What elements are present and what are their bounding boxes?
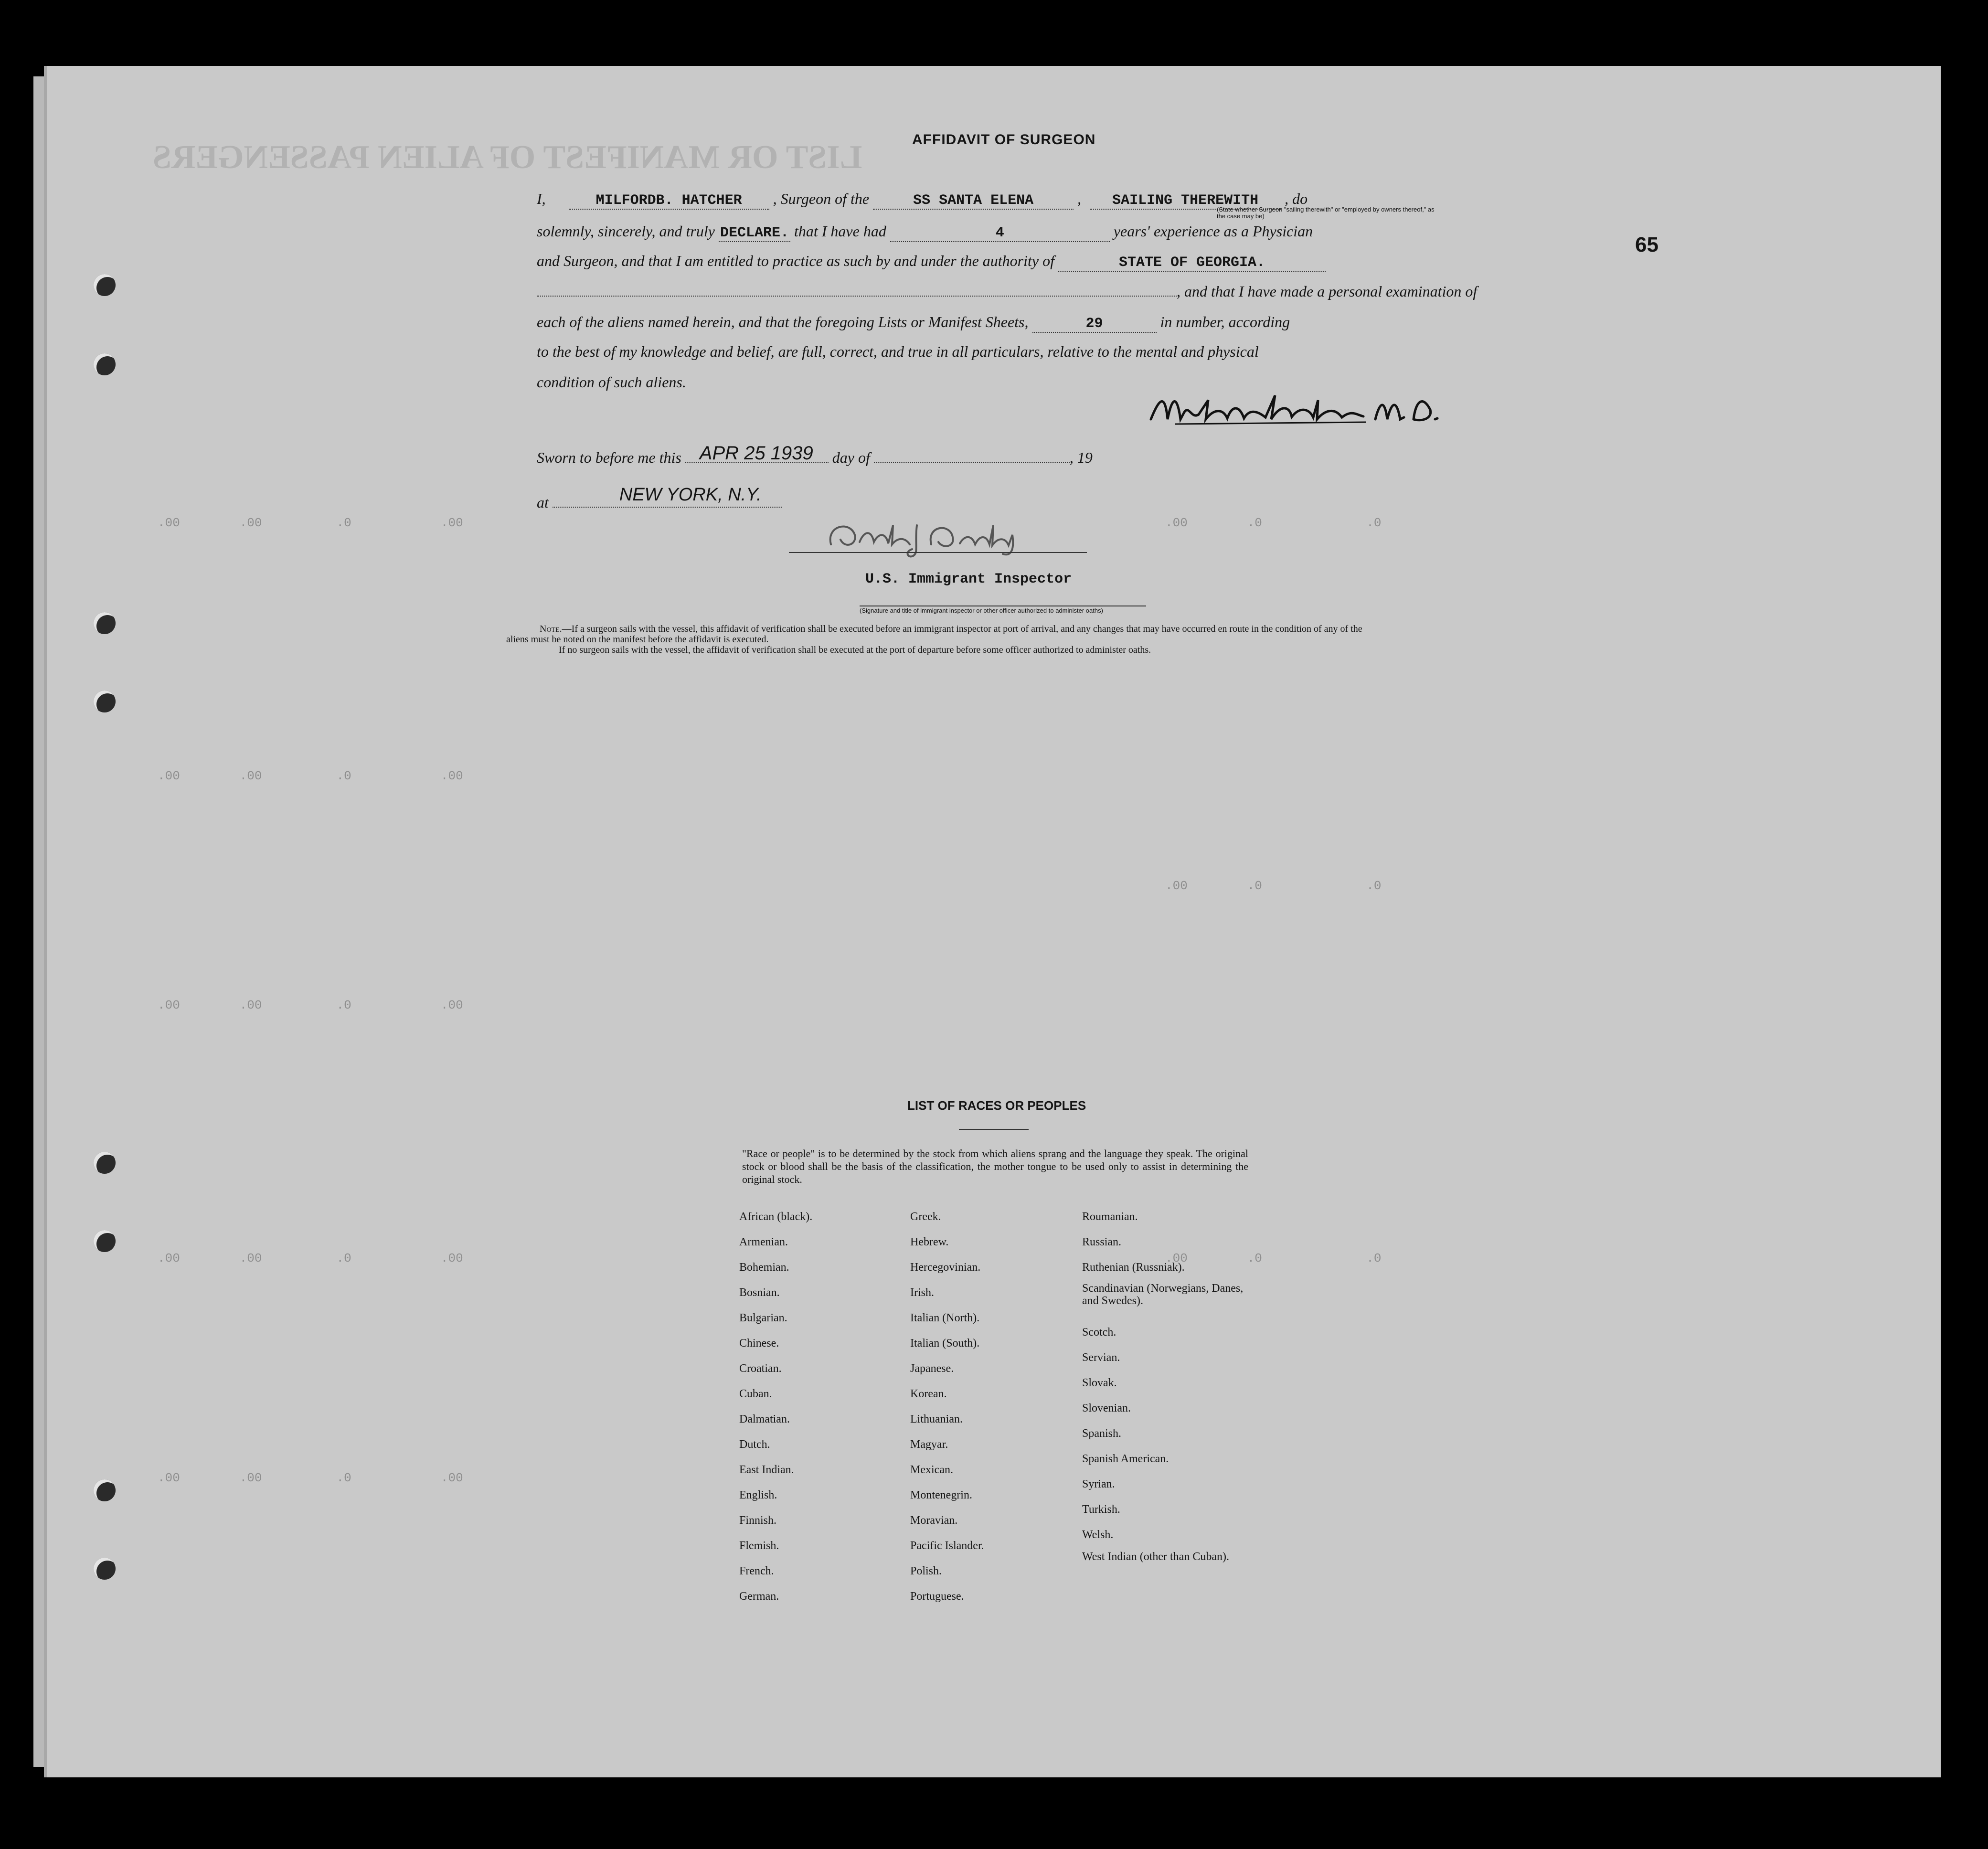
race-item: Scotch. — [1082, 1326, 1116, 1339]
bleed-through-text: .00 .00 .0 .00 — [158, 769, 463, 783]
race-item: Armenian. — [739, 1236, 788, 1248]
race-item: Roumanian. — [1082, 1211, 1138, 1223]
race-item: Montenegrin. — [910, 1489, 972, 1501]
race-item: Mexican. — [910, 1464, 953, 1476]
note-label: Note. — [540, 624, 562, 634]
binder-hole — [94, 1230, 116, 1252]
race-item: Welsh. — [1082, 1529, 1114, 1541]
race-item: Bosnian. — [739, 1286, 780, 1299]
race-item: Cuban. — [739, 1388, 772, 1400]
binder-hole — [94, 691, 116, 712]
inspector-title: U.S. Immigrant Inspector — [865, 571, 1072, 587]
race-item: African (black). — [739, 1211, 813, 1223]
race-item: Ruthenian (Russniak). — [1082, 1261, 1185, 1274]
place-stamp: NEW YORK, N.Y. — [619, 485, 762, 505]
race-item: Lithuanian. — [910, 1413, 963, 1425]
bleed-through-text: .00 .00 .0 .00 — [158, 516, 463, 530]
years-experience: 4 — [890, 225, 1110, 242]
races-column-2 — [910, 1204, 984, 1609]
race-item: Flemish. — [739, 1540, 779, 1552]
race-item: Hercegovinian. — [910, 1261, 981, 1274]
binder-hole — [94, 353, 116, 375]
race-item: Bulgarian. — [739, 1312, 787, 1324]
bleed-through-text: .00 .0 .0 — [1165, 1251, 1382, 1265]
race-item: Spanish American. — [1082, 1453, 1169, 1465]
race-item: Hebrew. — [910, 1236, 949, 1248]
race-item: Moravian. — [910, 1514, 958, 1527]
race-item: East Indian. — [739, 1464, 794, 1476]
manifest-sheet-count: 29 — [1032, 316, 1157, 333]
binder-hole — [94, 1479, 116, 1501]
race-item: Greek. — [910, 1211, 941, 1223]
bleed-through-text: .00 .0 .0 — [1165, 879, 1382, 893]
affidavit-line-2: solemnly, sincerely, and truly DECLARE. that I have had 4 years' experience as a Physician — [537, 223, 1313, 241]
affidavit-line-4: , and that I have made a personal examination of — [537, 283, 1477, 300]
race-item: German. — [739, 1590, 779, 1603]
race-item: West Indian (other than Cuban). — [1082, 1551, 1229, 1563]
race-item: Russian. — [1082, 1236, 1122, 1248]
bleed-through-text: .00 .00 .0 .00 — [158, 998, 463, 1012]
bleed-through-text: .00 .00 .0 .00 — [158, 1471, 463, 1485]
bleed-through-text: .00 .00 .0 .00 — [158, 1251, 463, 1265]
race-item: Dutch. — [739, 1438, 770, 1451]
race-item: French. — [739, 1565, 774, 1577]
race-item: Scandinavian (Norwegians, Danes, and Swedes). — [1082, 1282, 1244, 1307]
race-item: English. — [739, 1489, 777, 1501]
race-item: Syrian. — [1082, 1478, 1115, 1490]
race-item: Portuguese. — [910, 1590, 964, 1603]
races-column-3 — [1082, 1204, 1254, 1563]
race-item: Italian (North). — [910, 1312, 980, 1324]
races-column-1 — [739, 1204, 812, 1609]
affidavit-title: AFFIDAVIT OF SURGEON — [912, 132, 1096, 148]
affidavit-line-5: each of the aliens named herein, and that the foregoing Lists or Manifest Sheets, 29 in number, according — [537, 313, 1290, 332]
race-item: Chinese. — [739, 1337, 779, 1350]
sworn-line: Sworn to before me this APR 25 1939 day of , 19 — [537, 443, 1093, 466]
race-item: Slovak. — [1082, 1377, 1117, 1389]
race-item: Dalmatian. — [739, 1413, 790, 1425]
bleed-through-text: .00 .0 .0 — [1165, 516, 1382, 530]
affidavit-line-3: and Surgeon, and that I am entitled to practice as such by and under the authority of STATE OF GEORGIA. — [537, 252, 1326, 272]
race-item: Finnish. — [739, 1514, 777, 1527]
surgeon-capacity: SAILING THEREWITH — [1090, 192, 1281, 210]
race-item: Turkish. — [1082, 1503, 1120, 1516]
date-stamp: APR 25 1939 — [699, 443, 813, 464]
declare-word: DECLARE. — [719, 225, 790, 242]
page-number: 65 — [1635, 233, 1658, 256]
inspector-signature-line — [789, 552, 1087, 553]
races-list-title: LIST OF RACES OR PEOPLES — [907, 1098, 1086, 1113]
surgeon-name: MILFORDB. HATCHER — [569, 192, 769, 210]
surgeon-signature — [1146, 386, 1461, 434]
affidavit-line-7: condition of such aliens. — [537, 373, 686, 391]
capacity-note: (State whether Surgeon "sailing therewith" or "employed by owners thereof," as the case may be) — [1217, 206, 1435, 220]
binder-hole — [94, 612, 116, 634]
affidavit-line-6: to the best of my knowledge and belief, are full, correct, and true in all particulars, relative to the mental and physical — [537, 343, 1259, 360]
inspector-caption: (Signature and title of immigrant inspector or other officer authorized to administer oaths) — [860, 606, 1146, 614]
race-item: Irish. — [910, 1286, 934, 1299]
binder-hole — [94, 1152, 116, 1174]
race-item: Slovenian. — [1082, 1402, 1131, 1414]
vessel-name: SS SANTA ELENA — [873, 192, 1074, 210]
race-item: Servian. — [1082, 1351, 1120, 1364]
binder-hole — [94, 274, 116, 296]
races-intro: "Race or people" is to be determined by the stock from which aliens sprang and the language they speak. The original stock or blood shall be the basis of the classification, the mother tongue to be used only to assist in determining the original stock. — [742, 1148, 1248, 1185]
note-text-1: —If a surgeon sails with the vessel, this affidavit of verification shall be executed before an immigrant inspector at port of arrival, and any changes that may have occurred en route in the condition of any of the aliens must be noted on the manifest before the affidavit is executed. — [506, 624, 1362, 645]
practice-authority: STATE OF GEORGIA. — [1058, 255, 1326, 272]
note-text-2: If no surgeon sails with the vessel, the affidavit of verification shall be executed at the port of departure before some officer authorized to administer oaths. — [559, 645, 1151, 655]
race-item: Japanese. — [910, 1362, 954, 1375]
bleed-through-heading: LIST OR MANIFEST OF ALIEN PASSENGERS — [153, 139, 862, 176]
race-item: Pacific Islander. — [910, 1540, 984, 1552]
binder-hole — [94, 1558, 116, 1580]
race-item: Polish. — [910, 1565, 942, 1577]
race-item: Spanish. — [1082, 1427, 1122, 1440]
race-item: Magyar. — [910, 1438, 948, 1451]
race-item: Bohemian. — [739, 1261, 789, 1274]
races-title-rule — [959, 1129, 1029, 1130]
affidavit-note — [506, 624, 1366, 655]
race-item: Korean. — [910, 1388, 947, 1400]
at-line: at NEW YORK, N.Y. — [537, 494, 782, 511]
affidavit-line-1: I, MILFORDB. HATCHER , Surgeon of the SS SANTA ELENA , SAILING THEREWITH , do — [537, 190, 1308, 209]
race-item: Croatian. — [739, 1362, 782, 1375]
race-item: Italian (South). — [910, 1337, 980, 1350]
